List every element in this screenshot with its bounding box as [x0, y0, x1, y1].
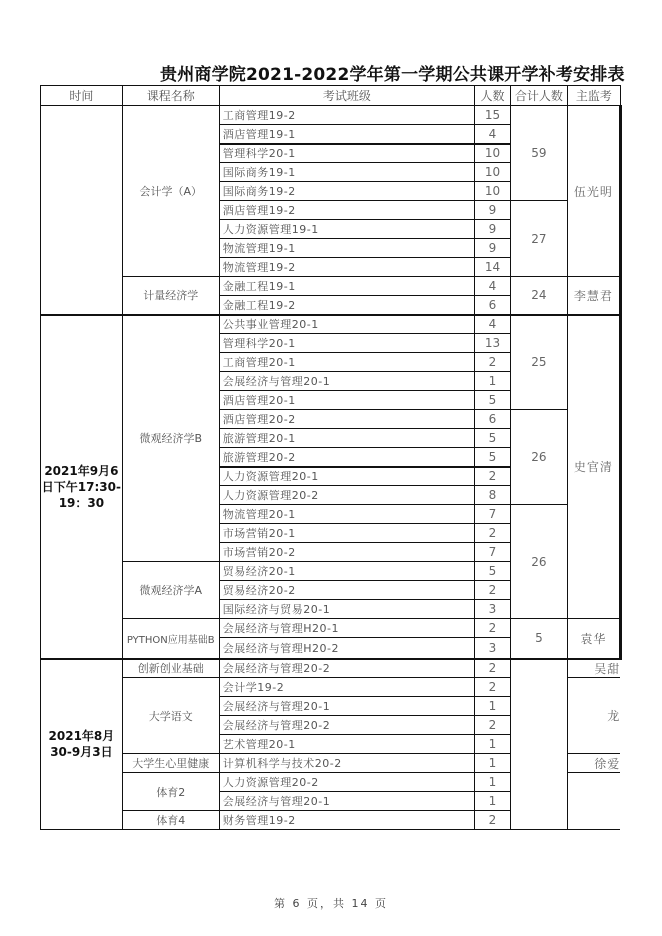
- table-row: [41, 678, 662, 697]
- class-cell: 会展经济与管理20-2: [219, 659, 474, 678]
- class-cell: 金融工程19-1: [219, 277, 474, 296]
- class-cell: 酒店管理20-2: [219, 410, 474, 429]
- course-cell: 大学生心里健康: [122, 754, 219, 773]
- count-cell: 9: [474, 239, 510, 258]
- supervisor-cell: 史官清: [567, 315, 620, 619]
- count-cell: 1: [474, 697, 510, 716]
- count-cell: 2: [474, 716, 510, 735]
- course-cell: 微观经济学B: [122, 315, 219, 562]
- class-cell: 金融工程19-2: [219, 296, 474, 315]
- supervisor-cell: 袁华: [567, 619, 620, 659]
- class-cell: 公共事业管理20-1: [219, 315, 474, 334]
- class-cell: 人力资源管理19-1: [219, 220, 474, 239]
- time-cell: [41, 106, 123, 315]
- class-cell: 市场营销20-2: [219, 543, 474, 562]
- count-cell: 9: [474, 201, 510, 220]
- count-cell: 1: [474, 372, 510, 391]
- class-cell: 计算机科学与技术20-2: [219, 754, 474, 773]
- table-row: [41, 754, 662, 773]
- time-cell: 2021年9月6日下午17:30-19：30: [41, 315, 123, 659]
- course-cell: 体育2: [122, 773, 219, 811]
- count-cell: 10: [474, 144, 510, 163]
- class-cell: 管理科学20-1: [219, 334, 474, 353]
- count-cell: 8: [474, 486, 510, 505]
- class-cell: 会展经济与管理20-1: [219, 697, 474, 716]
- header-course: 课程名称: [122, 86, 219, 106]
- class-cell: 会展经济与管理20-1: [219, 372, 474, 391]
- table-row: [41, 277, 662, 296]
- count-cell: 10: [474, 182, 510, 201]
- total-cell: 24: [510, 277, 567, 315]
- class-cell: 旅游管理20-1: [219, 429, 474, 448]
- count-cell: 1: [474, 773, 510, 792]
- count-cell: 13: [474, 334, 510, 353]
- count-cell: 5: [474, 429, 510, 448]
- page-title: 贵州商学院2021-2022学年第一学期公共课开学补考安排表: [160, 65, 625, 85]
- total-cell: [510, 659, 567, 830]
- count-cell: 4: [474, 277, 510, 296]
- class-cell: 会展经济与管理H20-1: [219, 619, 474, 638]
- time-cell: 2021年8月30-9月3日: [41, 659, 123, 830]
- count-cell: 5: [474, 391, 510, 410]
- class-cell: 人力资源管理20-2: [219, 773, 474, 792]
- class-cell: 管理科学20-1: [219, 144, 474, 163]
- count-cell: 4: [474, 315, 510, 334]
- header-row: [41, 86, 662, 106]
- count-cell: 2: [474, 353, 510, 372]
- supervisor-cell: [567, 773, 620, 830]
- count-cell: 7: [474, 543, 510, 562]
- class-cell: 物流管理19-1: [219, 239, 474, 258]
- class-cell: 酒店管理19-2: [219, 201, 474, 220]
- class-cell: 会展经济与管理20-2: [219, 716, 474, 735]
- class-cell: 国际商务19-1: [219, 163, 474, 182]
- header-count: 人数: [474, 86, 510, 106]
- total-cell: 27: [510, 201, 567, 277]
- count-cell: 5: [474, 562, 510, 581]
- total-cell: 25: [510, 315, 567, 410]
- course-cell: PYTHON应用基础B: [122, 619, 219, 659]
- table-row: [41, 106, 662, 125]
- blank-cell: [620, 106, 662, 315]
- total-cell: 5: [510, 619, 567, 659]
- exam-schedule-table: [40, 85, 662, 830]
- class-cell: 会展经济与管理20-1: [219, 792, 474, 811]
- supervisor-cell: 李慧君: [567, 277, 620, 315]
- course-cell: 创新创业基础: [122, 659, 219, 678]
- header-class: 考试班级: [219, 86, 474, 106]
- count-cell: 2: [474, 811, 510, 830]
- total-cell: 59: [510, 106, 567, 201]
- page-footer: 第 6 页，共 14 页: [274, 897, 388, 910]
- count-cell: 5: [474, 448, 510, 467]
- class-cell: 会展经济与管理H20-2: [219, 638, 474, 659]
- count-cell: 2: [474, 467, 510, 486]
- class-cell: 酒店管理19-1: [219, 125, 474, 144]
- supervisor-cell: 徐爱: [567, 754, 620, 773]
- class-cell: 会计学19-2: [219, 678, 474, 697]
- count-cell: 6: [474, 410, 510, 429]
- count-cell: 2: [474, 619, 510, 638]
- class-cell: 贸易经济20-2: [219, 581, 474, 600]
- count-cell: 9: [474, 220, 510, 239]
- blank-cell: [620, 659, 662, 830]
- count-cell: 3: [474, 600, 510, 619]
- course-cell: 大学语文: [122, 678, 219, 754]
- course-cell: 计量经济学: [122, 277, 219, 315]
- supervisor-cell: 伍光明: [567, 106, 620, 277]
- table-row: [41, 315, 662, 334]
- class-cell: 国际商务19-2: [219, 182, 474, 201]
- class-cell: 物流管理19-2: [219, 258, 474, 277]
- blank-cell: [620, 86, 662, 106]
- course-cell: 微观经济学A: [122, 562, 219, 619]
- class-cell: 人力资源管理20-1: [219, 467, 474, 486]
- schedule-sheet: [40, 85, 662, 855]
- class-cell: 人力资源管理20-2: [219, 486, 474, 505]
- count-cell: 2: [474, 659, 510, 678]
- total-cell: 26: [510, 505, 567, 619]
- supervisor-cell: 龙: [567, 678, 620, 754]
- course-cell: 会计学（A）: [122, 106, 219, 277]
- count-cell: 4: [474, 125, 510, 144]
- count-cell: 10: [474, 163, 510, 182]
- class-cell: 贸易经济20-1: [219, 562, 474, 581]
- class-cell: 工商管理20-1: [219, 353, 474, 372]
- class-cell: 旅游管理20-2: [219, 448, 474, 467]
- count-cell: 2: [474, 581, 510, 600]
- class-cell: 艺术管理20-1: [219, 735, 474, 754]
- course-cell: 体育4: [122, 811, 219, 830]
- count-cell: 1: [474, 792, 510, 811]
- count-cell: 15: [474, 106, 510, 125]
- supervisor-cell: 吴甜: [567, 659, 620, 678]
- count-cell: 1: [474, 754, 510, 773]
- count-cell: 14: [474, 258, 510, 277]
- count-cell: 2: [474, 524, 510, 543]
- count-cell: 2: [474, 678, 510, 697]
- blank-cell: [620, 315, 662, 659]
- class-cell: 工商管理19-2: [219, 106, 474, 125]
- header-total: 合计人数: [510, 86, 567, 106]
- count-cell: 6: [474, 296, 510, 315]
- table-row: [41, 619, 662, 638]
- table-row: [41, 659, 662, 678]
- total-cell: 26: [510, 410, 567, 505]
- class-cell: 国际经济与贸易20-1: [219, 600, 474, 619]
- header-supervisor: 主监考: [567, 86, 620, 106]
- class-cell: 酒店管理20-1: [219, 391, 474, 410]
- table-row: [41, 773, 662, 792]
- count-cell: 3: [474, 638, 510, 659]
- class-cell: 财务管理19-2: [219, 811, 474, 830]
- count-cell: 1: [474, 735, 510, 754]
- header-time: 时间: [41, 86, 123, 106]
- class-cell: 市场营销20-1: [219, 524, 474, 543]
- count-cell: 7: [474, 505, 510, 524]
- class-cell: 物流管理20-1: [219, 505, 474, 524]
